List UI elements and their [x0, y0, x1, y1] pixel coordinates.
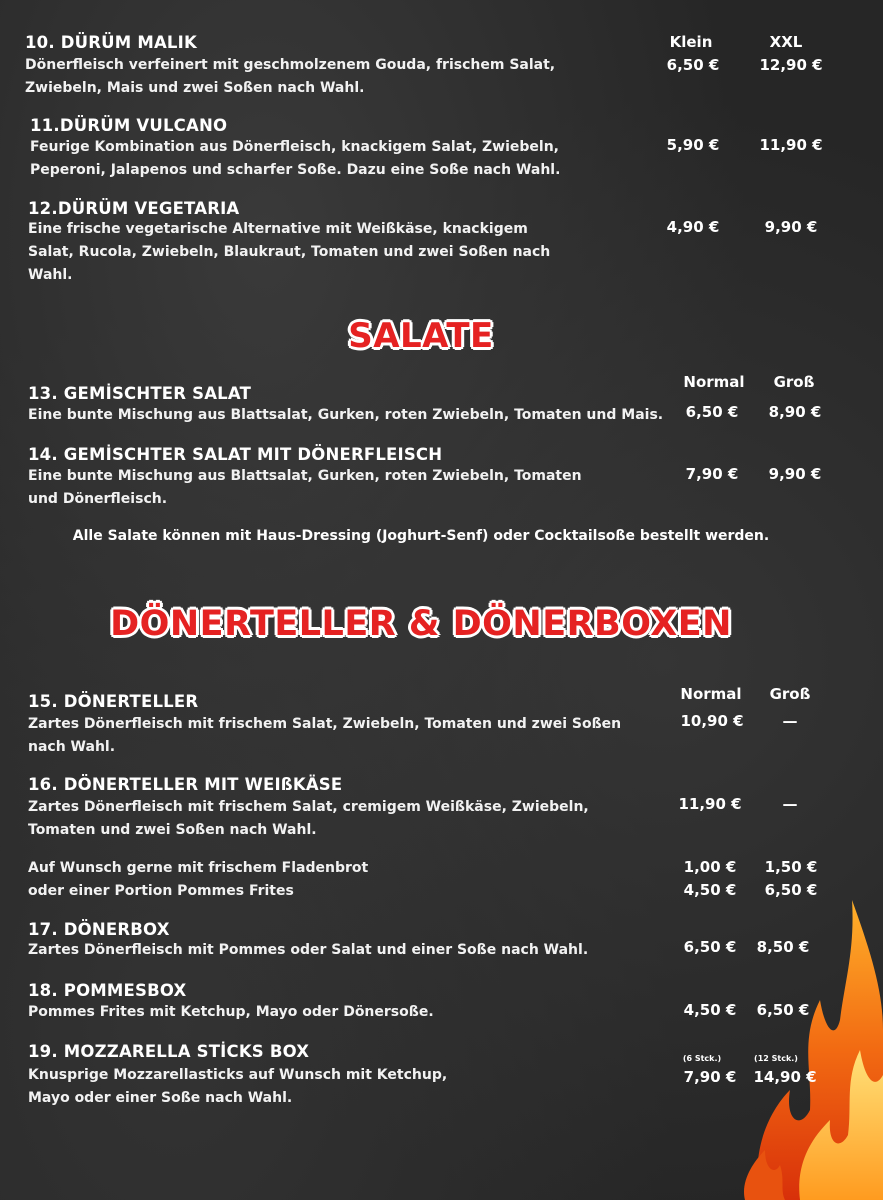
price-normal: 6,50 €: [683, 938, 737, 956]
item-description: Knusprige Mozzarellasticks auf Wunsch mit Ketchup, Mayo oder einer Soße nach Wahl.: [28, 1067, 448, 1106]
item-title: 16. DÖNERTELLER MIT WEIßKÄSE: [28, 775, 343, 794]
item-title: 18. POMMESBOX: [28, 981, 187, 1000]
extras-line-2: oder einer Portion Pommes Frites: [28, 883, 294, 899]
section-heading-salate: SALATE: [348, 316, 494, 356]
item-title: 14. GEMİSCHTER SALAT MIT DÖNERFLEISCH: [28, 445, 443, 464]
extras-line-1: Auf Wunsch gerne mit frischem Fladenbrot: [28, 860, 369, 876]
price-small: 6,50 €: [666, 56, 720, 74]
price-gross: 6,50 €: [756, 1001, 810, 1019]
price-gross: 8,50 €: [756, 938, 810, 956]
column-header-gross: Groß: [773, 373, 815, 391]
item-title: 11.DÜRÜM VULCANO: [30, 116, 228, 135]
item-description: Zartes Dönerfleisch mit frischem Salat, cremigem Weißkäse, Zwiebeln, Tomaten und zwei Soßen nach Wahl.: [28, 799, 589, 838]
item-description: Feurige Kombination aus Dönerfleisch, knackigem Salat, Zwiebeln, Peperoni, Jalapenos und scharfer Soße. Dazu eine Soße nach Wahl.: [30, 139, 561, 178]
flame-decoration: [740, 890, 883, 1200]
price-normal: 4,50 €: [683, 1001, 737, 1019]
price-normal: 7,90 €: [683, 1068, 737, 1086]
price-large: 9,90 €: [764, 218, 818, 236]
price-gross: —: [782, 795, 798, 813]
section-heading-doenerteller: DÖNERTELLER & DÖNERBOXEN: [110, 604, 732, 644]
column-header-normal: Normal: [680, 685, 742, 703]
column-header-normal: Normal: [683, 373, 745, 391]
item-description: Zartes Dönerfleisch mit frischem Salat, Zwiebeln, Tomaten und zwei Soßen nach Wahl.: [28, 716, 622, 755]
price-small: 4,90 €: [666, 218, 720, 236]
item-title: 10. DÜRÜM MALIK: [25, 33, 197, 52]
extras-price-2-normal: 4,50 €: [683, 881, 737, 899]
item-title: 15. DÖNERTELLER: [28, 692, 199, 711]
column-header-klein: Klein: [669, 33, 713, 51]
salad-dressing-note: Alle Salate können mit Haus-Dressing (Joghurt-Senf) oder Cocktailsoße bestellt werden.: [72, 528, 770, 544]
column-header-xxl: XXL: [769, 33, 803, 51]
item-title: 17. DÖNERBOX: [28, 920, 170, 939]
item-description: Eine bunte Mischung aus Blattsalat, Gurken, roten Zwiebeln, Tomaten und Dönerfleisch.: [28, 468, 582, 507]
item-description: Pommes Frites mit Ketchup, Mayo oder Dönersoße.: [28, 1004, 434, 1020]
item-description: Zartes Dönerfleisch mit Pommes oder Salat und einer Soße nach Wahl.: [28, 942, 589, 958]
price-large: 12,90 €: [759, 56, 823, 74]
price-large: 11,90 €: [759, 136, 823, 154]
column-header-gross: Groß: [769, 685, 811, 703]
extras-price-2-gross: 6,50 €: [764, 881, 818, 899]
extras-price-1-normal: 1,00 €: [683, 858, 737, 876]
count-6-stck: (6 Stck.): [682, 1054, 722, 1063]
price-gross: 9,90 €: [768, 465, 822, 483]
item-title: 19. MOZZARELLA STİCKS BOX: [28, 1042, 310, 1061]
price-normal: 6,50 €: [685, 403, 739, 421]
price-gross: 14,90 €: [753, 1068, 817, 1086]
item-title: 13. GEMİSCHTER SALAT: [28, 384, 252, 403]
item-description: Eine bunte Mischung aus Blattsalat, Gurken, roten Zwiebeln, Tomaten und Mais.: [28, 407, 664, 423]
item-description: Dönerfleisch verfeinert mit geschmolzenem Gouda, frischem Salat, Zwiebeln, Mais und zwei Soßen nach Wahl.: [25, 57, 556, 96]
count-12-stck: (12 Stck.): [754, 1054, 798, 1063]
price-small: 5,90 €: [666, 136, 720, 154]
price-gross: —: [782, 712, 798, 730]
price-normal: 7,90 €: [685, 465, 739, 483]
price-normal: 11,90 €: [678, 795, 742, 813]
item-description: Eine frische vegetarische Alternative mit Weißkäse, knackigem Salat, Rucola, Zwiebeln, Blaukraut, Tomaten und zwei Soßen nach Wahl.: [28, 221, 551, 283]
item-title: 12.DÜRÜM VEGETARIA: [28, 199, 240, 218]
extras-price-1-gross: 1,50 €: [764, 858, 818, 876]
price-normal: 10,90 €: [680, 712, 744, 730]
price-gross: 8,90 €: [768, 403, 822, 421]
